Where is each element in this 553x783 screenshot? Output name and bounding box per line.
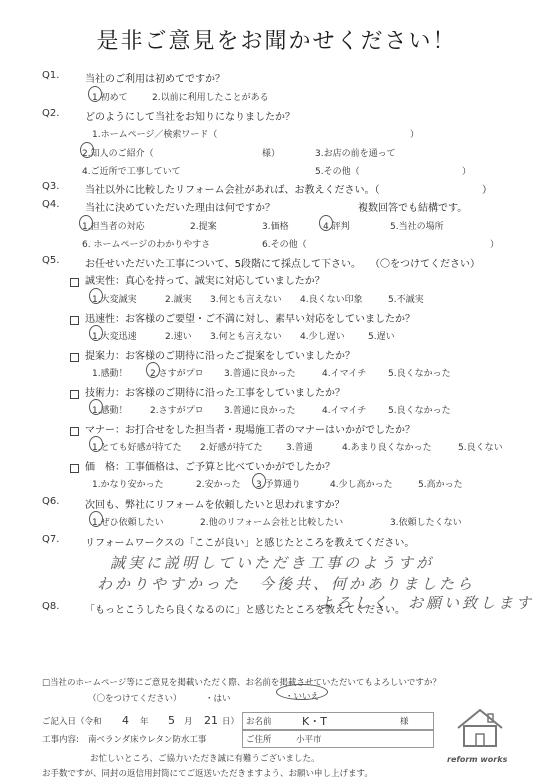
q1-number: Q1. — [42, 70, 60, 81]
q7-number: Q7. — [42, 534, 60, 545]
consent-no[interactable]: ・いいえ — [285, 692, 320, 702]
q5-option[interactable]: 2.安かった — [196, 480, 241, 490]
q5-option[interactable]: 5.良くなかった — [388, 369, 451, 379]
q5-option[interactable]: 4.少し高かった — [330, 480, 393, 490]
answer-circle — [319, 215, 333, 231]
q5-option[interactable]: 4.イマイチ — [322, 406, 367, 416]
consent-yes[interactable]: ・はい — [205, 694, 231, 704]
q4-option-4[interactable]: 4.評判 — [323, 222, 350, 232]
q7-answer-line-1: 誠実に説明していただき工事のようすが — [110, 554, 435, 572]
reform-works-logo — [450, 706, 510, 756]
q7-answer-line-2: わかりやすかった 今後共、何かありましたら — [97, 575, 476, 593]
answer-circle — [89, 325, 103, 341]
q5-option[interactable]: 2.さすがプロ — [150, 369, 204, 379]
q5-option[interactable]: 3.普通に良かった — [224, 369, 296, 379]
q5-option[interactable]: 5.遅い — [368, 332, 395, 342]
q2-number: Q2. — [42, 108, 60, 119]
answer-circle — [146, 362, 160, 378]
q5-option[interactable]: 3.普通 — [286, 443, 313, 453]
answer-circle — [89, 399, 103, 415]
q4-option-5[interactable]: 5.当社の場所 — [390, 222, 444, 232]
answer-circle — [89, 511, 103, 527]
consent-text: □当社のホームページ等にご意見を掲載いただく際、お名前を掲載させていただいてもよろしいですか？ — [42, 678, 441, 688]
q5-item-label: 提案力：お客様のご期待に沿ったご提案をしていましたか？ — [85, 351, 355, 362]
q4-option-2[interactable]: 2.提案 — [190, 222, 217, 232]
q5-option[interactable]: 2.誠実 — [165, 295, 192, 305]
q6-option-2[interactable]: 2.他のリフォーム会社と比較したい — [200, 518, 344, 528]
q5-item-label: 誠実性：真心を持って、誠実に対応していましたか？ — [85, 276, 325, 287]
q3-text: 当社以外に比較したリフォーム会社があれば、お教えください。（ — [85, 185, 380, 196]
q4-option-3[interactable]: 3.価格 — [262, 222, 289, 232]
date-month: 5 — [168, 714, 175, 727]
work-label: 工事内容: — [42, 735, 79, 745]
answer-circle — [89, 436, 103, 452]
q5-option[interactable]: 4.少し遅い — [300, 332, 345, 342]
q6-option-3[interactable]: 3.依頼したくない — [390, 518, 462, 528]
q3-number: Q3. — [42, 181, 60, 192]
checkbox[interactable] — [70, 421, 79, 440]
answer-circle — [276, 684, 328, 700]
q4-note: 複数回答でも結構です。 — [358, 203, 468, 214]
q5-option[interactable]: 3.予算通り — [256, 480, 301, 490]
q2-option-2-close: 様） — [262, 149, 281, 159]
q8-number: Q8. — [42, 601, 60, 612]
answer-circle — [88, 86, 102, 102]
q2-option-1[interactable]: 1.ホームページ／検索ワード（ — [92, 130, 218, 140]
date-day: 21 — [204, 714, 218, 727]
q6-text: 次回も、弊社にリフォームを依頼したいと思われますか？ — [85, 500, 345, 511]
checkbox[interactable] — [70, 458, 79, 477]
q5-item-label: 迅速性：お客様のご要望・ご不満に対し、素早い対応をしていましたか？ — [85, 314, 415, 325]
address-value: 小平市 — [296, 735, 322, 745]
q5-option[interactable]: 2.速い — [165, 332, 192, 342]
q5-option[interactable]: 5.良くない — [458, 443, 503, 453]
checkbox[interactable] — [70, 347, 79, 366]
date-gatsu: 月 — [184, 717, 193, 727]
page-title: 是非ご意見をお聞かせください！ — [96, 29, 457, 54]
q5-note: （〇をつけてください） — [370, 259, 480, 270]
q6-number: Q6. — [42, 496, 60, 507]
q4-text: 当社に決めていただいた理由は何ですか？ — [85, 203, 275, 214]
q5-option[interactable]: 1.感動！ — [92, 406, 128, 416]
q5-option[interactable]: 2.好感が持てた — [200, 443, 263, 453]
q4-option-1[interactable]: 1.担当者の対応 — [82, 222, 145, 232]
q5-option[interactable]: 1.感動！ — [92, 369, 128, 379]
checkbox[interactable] — [70, 272, 79, 291]
q5-option[interactable]: 5.良くなかった — [388, 406, 451, 416]
q7-answer-line-3: よろしく お願い致します — [318, 594, 535, 612]
date-label: ご記入日（令和 — [42, 717, 102, 727]
q4-option-7[interactable]: 6.その他（ — [262, 240, 307, 250]
date-nichi: 日） — [222, 717, 240, 727]
logo-text: reform works — [447, 755, 508, 764]
answer-circle — [79, 215, 93, 231]
name-sama: 様 — [400, 717, 409, 727]
q5-option[interactable]: 4.あまり良くなかった — [342, 443, 432, 453]
q5-option[interactable]: 1.かなり安かった — [92, 480, 164, 490]
footer-line-1: お忙しいところ、ご協力いただき誠に有難うございました。 — [90, 754, 320, 764]
q2-option-3[interactable]: 3.お店の前を通って — [315, 149, 396, 159]
q5-option[interactable]: 5.不誠実 — [388, 295, 424, 305]
q5-option[interactable]: 5.高かった — [418, 480, 463, 490]
q5-item-label: 価 格：工事価格は、ご予算と比べていかがでしたか？ — [85, 462, 335, 473]
q5-option[interactable]: 4.イマイチ — [322, 369, 367, 379]
q4-option-6[interactable]: 6. ホームページのわかりやすさ — [82, 240, 211, 250]
footer-line-2: お手数ですが、同封の返信用封筒にてご返送いただきますよう、お願い申し上げます。 — [42, 769, 373, 779]
name-value: K・T — [302, 715, 327, 728]
q2-option-2[interactable]: 2.知人のご紹介（ — [82, 149, 154, 159]
q2-option-1-close: ） — [410, 130, 420, 140]
q2-option-5[interactable]: 5.その他（ — [315, 167, 360, 177]
date-nen: 年 — [140, 717, 149, 727]
address-label: ご住所 — [246, 735, 272, 745]
q8-text: 「もっとこうしたら良くなるのに」と感じたところを教えてください。 — [85, 605, 405, 616]
q3-close: ） — [482, 185, 492, 196]
q5-option[interactable]: 1.大変誠実 — [92, 295, 137, 305]
answer-circle — [252, 473, 266, 489]
checkbox[interactable] — [70, 310, 79, 329]
work-value: 南ベランダ床ウレタン防水工事 — [88, 735, 207, 745]
date-year: 4 — [122, 714, 129, 727]
q2-option-5-close: ） — [462, 167, 472, 177]
q5-item-label: 技術力：お客様のご期待に沿った工事をしていましたか？ — [85, 388, 345, 399]
answer-circle — [89, 288, 103, 304]
q5-option[interactable]: 4.良くない印象 — [300, 295, 363, 305]
q2-text: どのようにして当社をお知りになりましたか？ — [85, 112, 295, 123]
q5-option[interactable]: 1.とても好感が持てた — [92, 443, 182, 453]
q1-option-1[interactable]: 1.初めて — [92, 93, 128, 103]
q5-number: Q5. — [42, 255, 60, 266]
q1-option-2[interactable]: 2.以前に利用したことがある — [152, 93, 269, 103]
q5-option[interactable]: 1.大変迅速 — [92, 332, 137, 342]
q6-option-1[interactable]: 1.ぜひ依頼したい — [92, 518, 164, 528]
house-icon — [450, 706, 510, 752]
q5-option[interactable]: 3.何とも言えない — [210, 295, 282, 305]
q4-option-7-close: ） — [490, 240, 500, 250]
q4-number: Q4. — [42, 199, 60, 210]
q5-option[interactable]: 3.何とも言えない — [210, 332, 282, 342]
q5-option[interactable]: 2.さすがプロ — [150, 406, 204, 416]
q1-text: 当社のご利用は初めてですか？ — [85, 74, 225, 85]
checkbox[interactable] — [70, 384, 79, 403]
name-label: お名前 — [246, 717, 272, 727]
answer-circle — [80, 142, 94, 158]
consent-note: （〇をつけてください） — [88, 694, 182, 704]
q2-option-4[interactable]: 4.ご近所で工事していて — [82, 167, 181, 177]
q5-item-label: マナー：お打合せをした担当者・現場施工者のマナーはいかがでしたか？ — [85, 425, 415, 436]
q7-text: リフォームワークスの「ここが良い」と感じたところを教えてください。 — [85, 538, 415, 549]
q5-text: お任せいただいた工事について、5段階にて採点して下さい。 — [85, 259, 361, 270]
q5-option[interactable]: 3.普通に良かった — [224, 406, 296, 416]
